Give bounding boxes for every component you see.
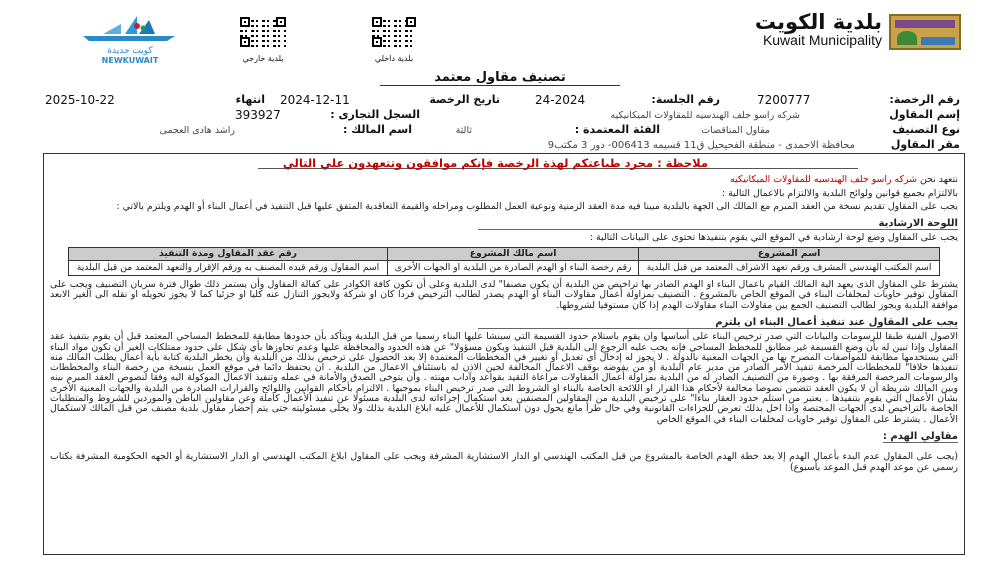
demo-heading: مقاولي الهدم :: [882, 430, 958, 442]
paragraph-demolition: (يجب على المقاول عدم البدء بأعمال الهدم إلا بعد خطة الهدم الخاصة بالمشروع من قبل المكتب الهندسي او الدار الاستشارية المشرفة ويجب على المقاول ابلاغ المكتب الهندسي او الدار الاستشارية أو الجهه الحكومية المشرفة بكتاب رسمي عن موعد الهدم قبل الموعد بأسبوع): [50, 451, 958, 473]
license-date-label: تاريخ الرخصة: [429, 93, 500, 106]
class-type: مقاول المناقصات: [701, 125, 770, 136]
expiry-date: 2025-10-22: [45, 93, 115, 107]
palm-icon: [897, 31, 917, 45]
table-header: اسم المشروع: [639, 247, 940, 260]
license-no: 7200777: [757, 93, 811, 107]
build-heading: يجب على المقاول عند تنفيذ أعمال البناء ان يلتزم: [478, 318, 958, 329]
license-no-label: رقم الرخصة:: [889, 93, 960, 106]
table-cell: رقم رخصة البناء او الهدم الصادرة من البلدية او الجهات الأخرى: [387, 261, 639, 276]
page-title: تصنيف مقاول معتمد: [380, 70, 620, 86]
new-kuwait-logo: [75, 14, 185, 65]
kuwait-municipality-logo: [889, 14, 961, 50]
sailboat-icon: [75, 14, 185, 42]
contractor-address: محافظة الاحمدى - منطقة الفحيحيل ق11 قسيمه 006413- دور 3 مكتب9: [547, 140, 855, 151]
table-cell: اسم المقاول ورقم قيده المصنف به ورقم الإقرار والتعهد المعتمد من قبل البلدية: [69, 261, 388, 276]
address-label: مقر المقاول: [890, 138, 960, 151]
session-label: رقم الجلسة:: [651, 93, 720, 106]
qr-code-internal: [372, 17, 416, 47]
contractor-name: شركه راسو جلف الهندسيه للمقاولات الميكانيكيه: [610, 110, 800, 121]
qr-external-label: بلدية خارجي: [242, 54, 284, 63]
pledge-company: شركه راسو جلف الهندسيه للمقاولات الميكانيكيه: [730, 174, 918, 186]
table-row: [69, 261, 940, 276]
license-date: 2024-12-11: [280, 93, 350, 107]
paragraph-contract: يجب على المقاول تقديم نسخة من العقد المبرم مع المالك الى الجهة بالبلدية مبينا فيه مدة العقد الزمنية ونوعية العمل المطلوب ومراحله والقيمة التعاقدية المتفق عليها قبل التنفيذ في أعمال البناء أو الهدم ويلتزم بالاتي :: [116, 200, 958, 212]
owner-name: راشد هادى العجمى: [159, 125, 235, 136]
table-header: رقم عقد المقاول ومدة التنفيذ: [69, 247, 388, 260]
category: ثالثة: [455, 125, 472, 136]
pledge-line: [50, 175, 958, 185]
cr-label: السجل التجارى :: [330, 108, 420, 121]
cr-number: 393927: [235, 108, 281, 122]
logo-banner: [895, 20, 955, 28]
org-name-ar: بلدية الكويت: [754, 10, 882, 34]
paragraph-conditions: يشترط على المقاول الذى يعهد الية المالك القيام باعمال البناء او الهدم الصادر بها تراخيص من البلدية أن يكون مصنفا" لدى البلدية وعلى أن تكون كافة الكوادر على كفالة المقاول وأن يستمر ذلك طوال فترة سريان التصنيف ويجب على المقاول توفير حاويات لمخلفات البناء في الموقع الخاص بالمشروع . التصنيف بمزاولة أعمال مقاولات البناء او الهدم يصدر لطالب الترخيص فردا كان او شركة ولايجوز التنازل عنه كليا او جزئيا كما لا يجوز تحويله او نقله الى الغير الابعد موافقة البلدية ويجوز لطالب التصنيف الجمع بين مقاولات البناء مقاولات الهدم إذا كان مستوفيا لشروطها.: [50, 279, 958, 311]
new-kuwait-ar: كويت جديدة: [107, 46, 153, 56]
session-no: 24-2024: [535, 93, 586, 107]
class-type-label: نوع التصنيف: [892, 123, 960, 136]
paragraph-build-obligations: الاصول الفنية طبقا للرسومات والبيانات التي صدر ترخيص البناء على أساسها وان يقوم باستلام حدود القسيمة التي سينشا عليها البناء رسميا من قبل البلدية ويتأكد بأن حدودها مطابقة للمخطط المساحي المعتمد قبل أن يقوم بتنفيذ عقد المقاول وإذا تبين له بأن وضع القسيمة غير مطابق للمخطط المساحي فإنه يجب عليه الرجوع الى البلدية قبل التنفيذ ويكون مسؤولا" عن هذه الحدود والمحافظة عليها وعدم تجاوزها بأي شكل على حدود ممتلكات الغير أن تكون مواد البناء التي يستخدمها مطابقة للمواصفات المصرح بها من الجهات المعنية بالدولة . لا يجوز له إدخال أي تعديل أو تغيير في المخططات المعتمدة إلا بعد الحصول على ترخيص بذلك من البلدية وأن يخطر البلدية كتابة بأية أعمال يطلب المالك منه تنفيذها خلافا" للمخططات المرخصة تنفيذ الأمر الصادر من مدير عام البلدية أو من يفوضه بوقف الاعمال المخالفة لحين الاذن له باستئناف الاعمال من البلدية . ان يحتفظ دائما في موقع العمل بنسخة من رخصة البناء والمخططات والرسومات المرخصة المرفقة بها . وصورة من التصنيف الصادر له من البلدية بمزاولة أعمال المقاولات مراعاة التقيد بقواعد وآداب مهنته . وأن يتوخى الصدق والأمانة في عمله وتنفيذ الاعمال الموكولة اليه وفقا لنصوص العقد المبرم بينه وبين المالك شريطة أن لا يكون العقد تتضمن نصوصا مخالفة لأحكام هذا القرار او اللائحة الخاصة بالبناء او الشروط التي صدر ترخيص البناء بموجبها . الالتزام بأحكام القوانين واللوائح والقرارات الصادرة من البلدية والجهات المعنية الأخرى بشأن الأعمال التي يقوم بتنفيذها . يعتبر من استلم حدود العقار بناءا" على ترخيص البلدية من المقاولين المصنفين بعد استكمال إجراءاته لدى البلدية مسئولا عن تنفيذ الأعمال كاملة وعن مقاولين الباطن والموردين للشروط والمتطلبات الخاصة بالتراخيص لدى الجهات المختصة واذا اخل بذلك تعرض للجزاءات القانونية وفي حال طرأ مانع يحول دون استكمال للأعمال عليه ابلاغ البلدية بذلك ولا يخلى مسئوليته حتى يتم إحضار مقاول بلدية مصنف من قبل المالك لاستكمال الأعمال . يشترط على المقاول توفير حاويات لمخلفات البناء في الموقع الخاص: [50, 331, 958, 425]
table-cell: اسم المكتب الهندسي المشرف ورقم تعهد الاشراف المعتمد من قبل البلدية: [639, 261, 940, 276]
paragraph-commitment: بالالتزام بجميع قوانين ولوائح البلدية والالتزام بالاعمال التالية :: [721, 187, 958, 199]
new-kuwait-en: NEWKUWAIT: [101, 56, 159, 65]
expiry-label: انتهاء: [235, 93, 265, 106]
category-label: الفئة المعتمدة :: [574, 123, 660, 136]
qr-internal-label: بلدية داخلي: [374, 54, 414, 63]
table-header: اسم مالك المشروع: [387, 247, 639, 260]
sign-table: [68, 247, 940, 276]
owner-label: اسم المالك :: [342, 123, 412, 136]
sea-icon: [921, 37, 955, 45]
qr-code-external: [240, 17, 286, 47]
sign-intro: يجب على المقاول وضع لوحة ارشادية في الموقع التي يقوم بتنفيذها تحتوى على البيانات التالية :: [589, 232, 958, 244]
notice-heading: ملاحظة : مجرد طباعتكم لهذة الرخصة فإنكم موافقون وتتعهدون علي التالي: [258, 158, 858, 169]
terms-box: [43, 153, 965, 555]
org-name-en: Kuwait Municipality: [762, 32, 882, 48]
sign-heading: اللوحة الارشادية: [478, 219, 958, 230]
contractor-label: إسم المقاول: [889, 108, 960, 121]
pledge-prefix: نتعهد نحن: [917, 174, 958, 186]
